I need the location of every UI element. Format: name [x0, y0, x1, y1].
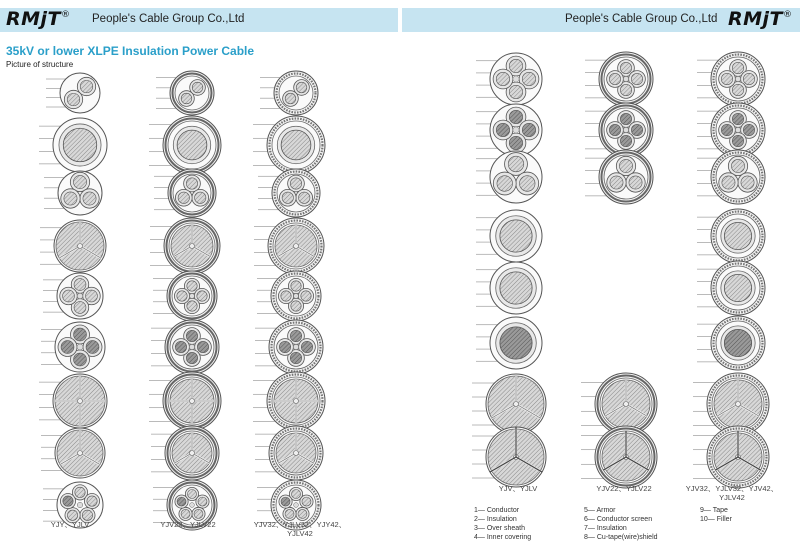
cable-cross-section [585, 52, 653, 106]
cable-cross-section [476, 210, 542, 262]
cable-cross-section [254, 218, 324, 274]
cable-cross-section [476, 317, 542, 369]
cable-cross-section [581, 373, 657, 435]
cable-cross-section [693, 373, 769, 435]
cable-cross-section [472, 427, 546, 487]
cable-cross-section [156, 71, 214, 115]
brand-logo-left: RMjT® [6, 8, 71, 30]
cable-cross-section [150, 218, 220, 274]
label-right-col3-line1: YJV32、YJLV32、YJV42、 [685, 484, 779, 493]
legend-item: 9— Tape [700, 507, 728, 514]
legend-col1 [474, 506, 531, 542]
cable-cross-section [693, 426, 769, 488]
cable-cross-section [253, 372, 325, 430]
cable-cross-section [151, 426, 219, 480]
legend-item: 8— Cu-tape(wire)shield [584, 534, 658, 542]
cable-cross-section [476, 151, 542, 203]
cable-cross-section [258, 169, 320, 217]
cable-cross-section [40, 220, 106, 272]
cable-cross-section [585, 150, 653, 204]
legend-item: 10— Filler [700, 516, 732, 524]
cable-cross-section [39, 118, 107, 172]
legend-item: 6— Conductor screen [584, 516, 653, 524]
cable-cross-section [697, 150, 765, 204]
label-right-col2: YJV22、YJLV22 [596, 484, 652, 493]
cable-cross-section [255, 320, 323, 374]
cable-cross-section [697, 52, 765, 106]
cable-cross-section [476, 104, 542, 156]
legend-col3 [700, 506, 732, 524]
cable-cross-section [43, 273, 103, 319]
cable-cross-section [472, 374, 546, 434]
cable-cross-section [44, 171, 102, 215]
cable-cross-section [149, 116, 221, 174]
cable-cross-section [255, 426, 323, 480]
cable-cross-section [697, 209, 765, 263]
label-left-col2: YJV22、YJLV22 [160, 520, 216, 529]
cable-cross-section [697, 261, 765, 315]
cable-cross-section [581, 426, 657, 488]
label-right-col3 [672, 485, 792, 502]
legend-item: 1— Conductor [474, 507, 520, 514]
label-left-col3-line1: YJV32、YJLV32、YJY42、 [253, 520, 347, 529]
legend-item: 2— Insulation [474, 516, 517, 524]
company-name-left: People's Cable Group Co.,Ltd [92, 13, 245, 25]
cable-cross-section [697, 103, 765, 157]
company-name-right: People's Cable Group Co.,Ltd [565, 13, 718, 25]
legend-item: 5— Armor [584, 507, 616, 514]
cable-cross-section [151, 320, 219, 374]
label-right-col3-line2: YJLV42 [719, 492, 745, 502]
label-left-col3-line2: YJLV42 [287, 528, 313, 538]
brand-logo-right: RMjT® [728, 8, 793, 30]
legend-item: 3— Over sheath [474, 525, 525, 533]
cable-cross-section [476, 53, 542, 105]
cable-cross-section [41, 428, 105, 478]
label-right-col1: YJV、YJLV [498, 484, 538, 493]
cable-cross-section [154, 169, 216, 217]
cable-cross-section [585, 103, 653, 157]
cable-cross-section [39, 374, 107, 428]
cable-cross-section [153, 271, 217, 321]
cable-cross-section [149, 372, 221, 430]
cable-cross-section [46, 73, 100, 113]
cable-cross-section [257, 271, 321, 321]
cable-cross-section [260, 71, 318, 115]
label-left-col3 [230, 521, 370, 538]
legend-item: 7— Insulation [584, 525, 627, 533]
legend-item: 4— Inner covering [474, 534, 532, 542]
label-left-col1: YJY、YJLV [50, 520, 90, 529]
cable-cross-section [253, 116, 325, 174]
page-title: 35kV or lower XLPE Insulation Power Cable [6, 44, 255, 58]
cable-cross-section [697, 316, 765, 370]
cable-cross-section [476, 262, 542, 314]
page-subtitle: Picture of structure [6, 60, 74, 69]
cable-cross-section [41, 322, 105, 372]
legend-col2 [584, 506, 658, 542]
